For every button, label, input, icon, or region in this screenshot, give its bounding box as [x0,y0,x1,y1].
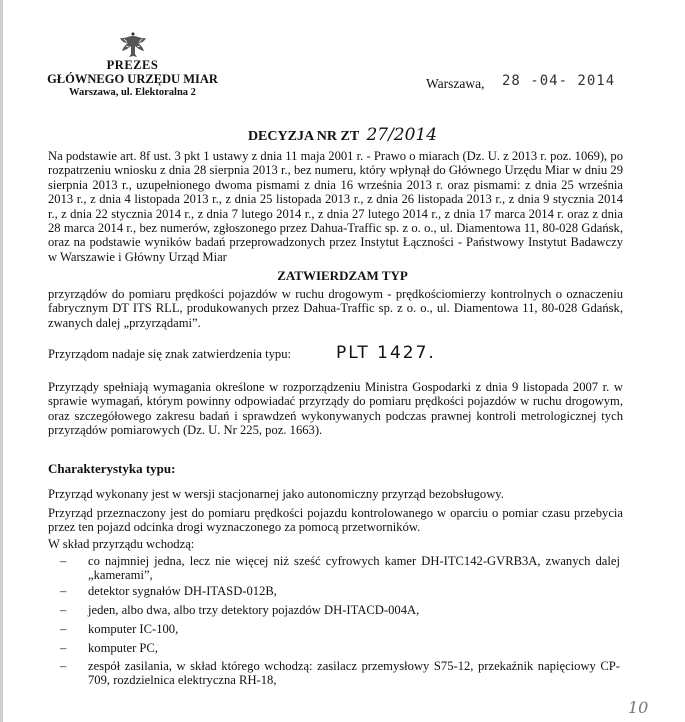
list-item-text: komputer PC, [88,641,158,655]
date-stamp: 28 -04- 2014 [502,73,616,89]
list-item-text: jeden, albo dwa, albo trzy detektory pojazdów DH-ITACD-004A, [88,603,420,617]
components-intro: W skład przyrządu wchodzą: [48,537,195,551]
characteristics-paragraph-1: Przyrząd wykonany jest w wersji stacjonarnej jako autonomiczny przyrząd bezobsługowy. [48,487,504,501]
issuer-address: Warszawa, ul. Elektoralna 2 [69,87,196,98]
approve-paragraph: przyrządów do pomiaru prędkości pojazdów w ruchu drogowym - prędkościomierzy kontrolnych o oznaczeniu fabrycznym DT ITS RLL, produkowanych przez Dahua-Traffic sp. z o. o., ul. Diamentowa 11, 80-028 Gdańsk, zwanych dalej „przyrządami”. [48,287,623,330]
decision-title [0,125,685,145]
list-item-text: zespół zasilania, w skład którego wchodzą: zasilacz przemysłowy S75-12, przekaźnik napięciowy CP-709, rozdzielnica elektryczna RH-18, [88,659,620,688]
list-dash: – [60,622,67,636]
decision-number-handwritten: 27/2014 [366,125,438,145]
issuer-line-1: PREZES [106,58,159,72]
place-label: Warszawa, [426,76,485,91]
list-dash: – [60,603,67,617]
list-dash: – [60,659,67,673]
issuer-line-2: GŁÓWNEGO URZĘDU MIAR [47,72,218,86]
list-dash: – [60,584,67,598]
list-dash: – [60,641,67,655]
approve-heading: ZATWIERDZAM TYP [277,268,408,283]
approval-sign-code: PLT 1427. [336,343,436,363]
scan-edge [0,0,3,722]
characteristics-paragraph-2: Przyrząd przeznaczony jest do pomiaru prędkości pojazdu kontrolowanego w oparciu o pomiar czasu przebycia przez ten pojazd odcinka drogi wyznaczonego za pomocą przetworników. [48,506,623,535]
intro-paragraph: Na podstawie art. 8f ust. 3 pkt 1 ustawy z dnia 11 maja 2001 r. - Prawo o miarach (Dz. U. z 2013 r. poz. 1069), po rozpatrzeniu wniosku z dnia 28 sierpnia 2013 r., bez numeru, który wpłynął do Głównego Urzędu Miar w dniu 29 sierpnia 2013 r., uzupełnionego dwoma pismami z dnia 16 września 2013 r. oraz pismami: z dnia 25 września 2013 r., z dnia 4 listopada 2013 r., z dnia 25 listopada 2013 r., z dnia 26 listopada 2013 r., z dnia 9 stycznia 2014 r., z dnia 22 stycznia 2014 r., z dnia 7 lutego 2014 r., z dnia 27 lutego 2014 r., z dnia 17 marca 2014 r. oraz z dnia 28 marca 2014 r., bez numerów, zgłoszonego przez Dahua-Traffic sp. z o. o., ul. Diamentowa 11, 80-028 Gdańsk, oraz na podstawie wyników badań przeprowadzonych przez Instytut Łączności - Państwowy Instytut Badawczy w Warszawie i Główny Urząd Miar [48,149,623,264]
list-item-text: detektor sygnałów DH-ITASD-012B, [88,584,277,598]
list-item-text: komputer IC-100, [88,622,179,636]
characteristics-heading: Charakterystyka typu: [48,461,176,476]
approval-sign-label: Przyrządom nadaje się znak zatwierdzenia typu: [48,347,292,361]
page-number: 10 [628,698,649,717]
compliance-paragraph: Przyrządy spełniają wymagania określone w rozporządzeniu Ministra Gospodarki z dnia 9 listopada 2007 r. w sprawie wymagań, którym powinny odpowiadać przyrządy do pomiaru prędkości pojazdów w ruchu drogowym, oraz szczegółowego zakresu badań i sprawdzeń wykonywanych podczas prawnej kontroli metrologicznej tych przyrządów pomiarowych (Dz. U. Nr 225, poz. 1663). [48,380,623,438]
decision-title-text: DECYZJA NR ZT [247,129,359,144]
list-dash: – [60,554,67,568]
eagle-emblem-icon [116,30,150,60]
list-item-text: co najmniej jedna, lecz nie więcej niż sześć cyfrowych kamer DH-ITC142-GVRB3A, zwanych dalej „kamerami”, [88,554,620,583]
